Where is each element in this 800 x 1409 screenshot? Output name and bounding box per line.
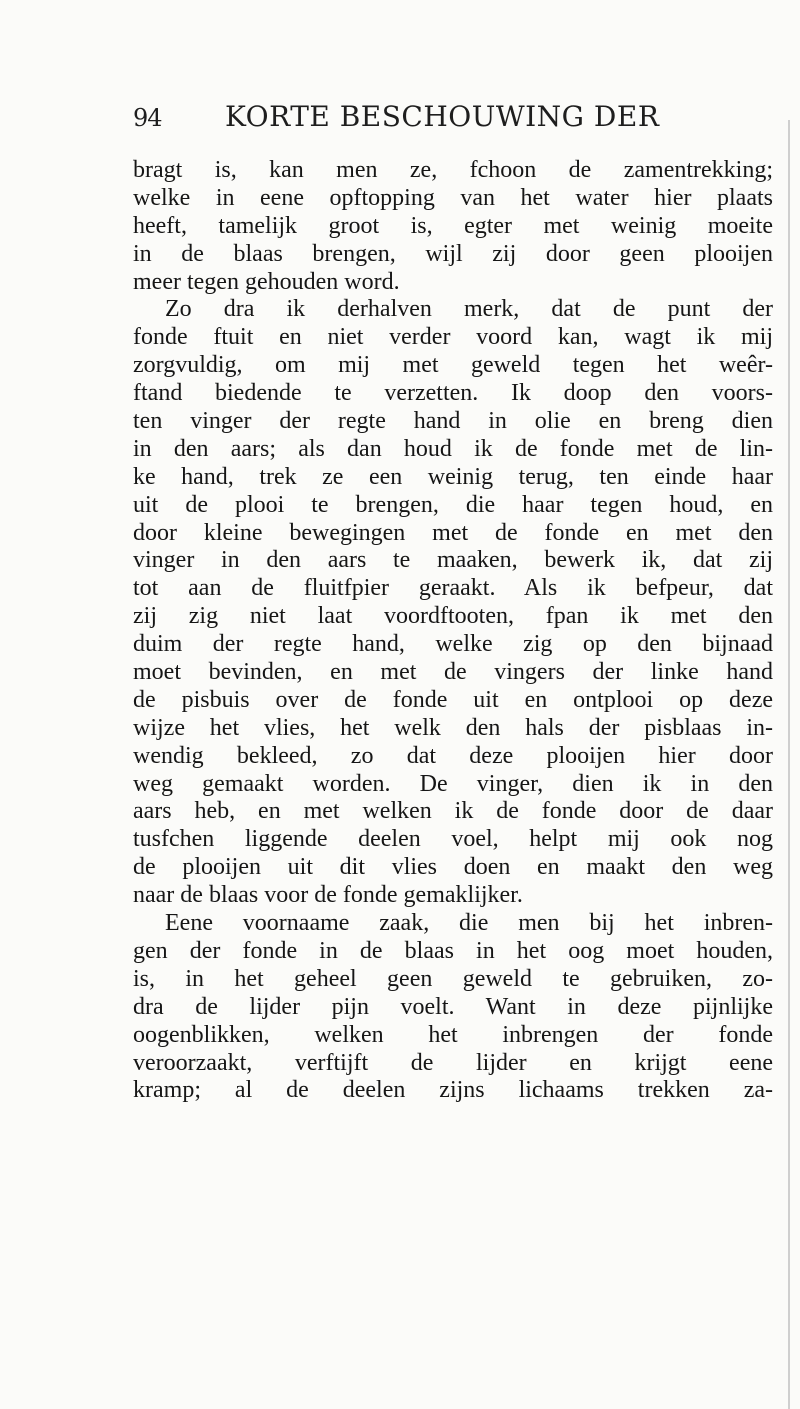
text-line: gen der fonde in de blaas in het oog moet houden, <box>133 937 773 964</box>
text-line: dra de lijder pijn voelt. Want in deze pijnlijke <box>133 993 773 1020</box>
text-line: ke hand, trek ze een weinig terug, ten einde haar <box>133 463 773 490</box>
text-line: weg gemaakt worden. De vinger, dien ik in den <box>133 770 773 797</box>
text-line: ftand biedende te verzetten. Ik doop den voors- <box>133 380 773 407</box>
page-edge-line <box>788 120 790 1409</box>
text-line: oogenblikken, welken het inbrengen der fonde <box>133 1021 773 1048</box>
text-line: meer tegen gehouden word. <box>133 268 400 295</box>
text-line: fonde ftuit en niet verder voord kan, wagt ik mij <box>133 324 773 351</box>
text-line: vinger in den aars te maaken, bewerk ik, dat zij <box>133 547 773 574</box>
text-line: de plooijen uit dit vlies doen en maakt den weg <box>133 854 773 881</box>
text-line: wijze het vlies, het welk den hals der pisblaas in- <box>133 714 773 741</box>
text-line: Eene voornaame zaak, die men bij het inbren- <box>165 910 773 937</box>
text-line: in den aars; als dan houd ik de fonde met de lin- <box>133 435 773 462</box>
text-line: bragt is, kan men ze, fchoon de zamentrekking; <box>133 157 773 183</box>
text-line: veroorzaakt, verftijft de lijder en krijgt eene <box>133 1049 773 1076</box>
text-line: naar de blaas voor de fonde gemaklijker. <box>133 882 523 909</box>
running-title: KORTE BESCHOUWING DER <box>225 100 660 133</box>
text-line: aars heb, en met welken ik de fonde door de daar <box>133 798 773 825</box>
text-line: ten vinger der regte hand in olie en breng dien <box>133 408 773 435</box>
text-line: wendig bekleed, zo dat deze plooijen hier door <box>133 742 773 769</box>
text-line: tusfchen liggende deelen voel, helpt mij ook nog <box>133 826 773 853</box>
text-line: de pisbuis over de fonde uit en ontplooi op deze <box>133 686 773 713</box>
text-line: zij zig niet laat voordftooten, fpan ik met den <box>133 603 773 630</box>
text-line: is, in het geheel geen geweld te gebruiken, zo- <box>133 965 773 992</box>
body-text <box>133 157 773 1105</box>
text-line: tot aan de fluitfpier geraakt. Als ik befpeur, dat <box>133 575 773 602</box>
running-head <box>133 100 773 140</box>
text-line: Zo dra ik derhalven merk, dat de punt der <box>165 296 773 323</box>
text-line: zorgvuldig, om mij met geweld tegen het weêr- <box>133 352 773 379</box>
text-line: kramp; al de deelen zijns lichaams trekken za- <box>133 1077 773 1104</box>
text-line: heeft, tamelijk groot is, egter met weinig moeite <box>133 212 773 239</box>
text-line: door kleine bewegingen met de fonde en met den <box>133 519 773 546</box>
text-line: moet bevinden, en met de vingers der linke hand <box>133 659 773 686</box>
text-line: uit de plooi te brengen, die haar tegen houd, en <box>133 491 773 518</box>
page-number: 94 <box>133 104 162 132</box>
text-line: in de blaas brengen, wijl zij door geen plooijen <box>133 240 773 267</box>
text-line: duim der regte hand, welke zig op den bijnaad <box>133 631 773 658</box>
text-line: welke in eene opftopping van het water hier plaats <box>133 184 773 211</box>
